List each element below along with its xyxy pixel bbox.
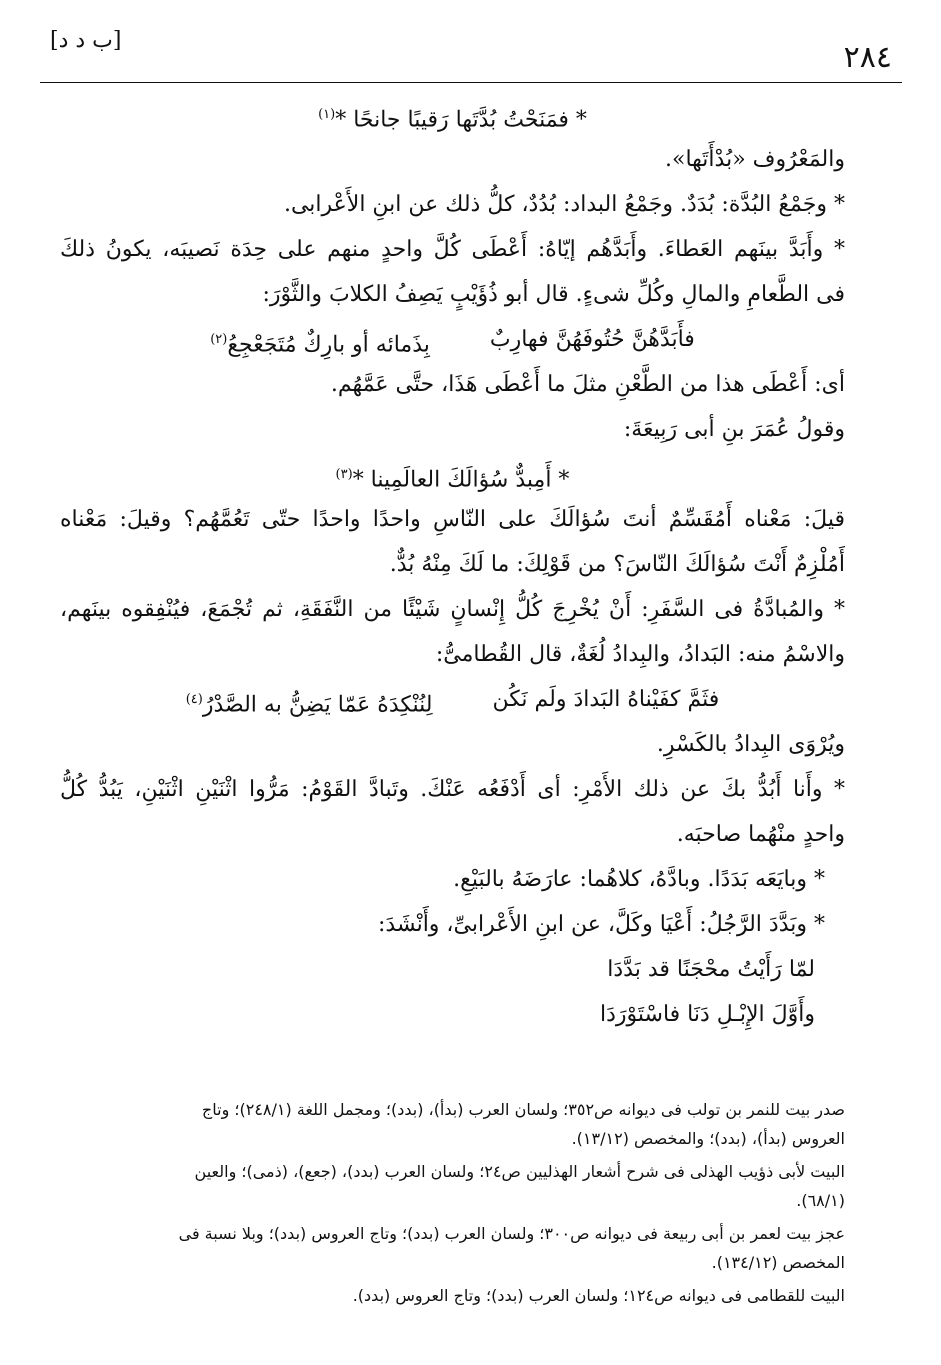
entry-body: [60, 92, 845, 1037]
footnotes: [60, 1095, 845, 1314]
text-line: * وأَنا أَبُدُّ بكَ عن ذلك الأَمْرِ: أى أَدْفَعُه عَنْكَ. وتَبادَّ القَوْمُ: مَرُّوا اثْنَيْنِ اثْنَيْنِ، يَبُدُّ كُلُّ: [60, 777, 845, 802]
verse-line: [60, 677, 845, 722]
verse-text: لِنُنْكِدَهُ عَمّا يَضِنُّ به الصَّدْرُ: [202, 692, 433, 718]
verse-hemistich: [60, 92, 845, 137]
text-line: وقولُ عُمَرَ بنِ أبى رَبِيعَةَ:: [623, 417, 845, 442]
header-rule: [40, 82, 902, 83]
text-line: والمَعْرُوف «بُدْأَتَها».: [665, 147, 845, 172]
footnote-line: صدر بيت للنمر بن تولب فى ديوانه ص٣٥٢؛ ولسان العرب (بدأ)، (بدد)؛ ومجمل اللغة (٢٤٨/١)؛ وتاج: [201, 1100, 845, 1119]
text-line: * وجَمْعُ البُدَّة: بُدَدٌ. وجَمْعُ البداد: بُدُدٌ، كلُّ ذلك عن ابنِ الأَعْرابى.: [283, 192, 845, 217]
text-line: واحدٍ منْهُما صاحبَه.: [676, 822, 845, 847]
text-line: فى الطَّعامِ والمالِ وكُلِّ شىءٍ. قال أبو ذُؤَيْبٍ يَصِفُ الكلابَ والثَّوْرَ:: [262, 282, 845, 307]
rajaz-line: وأَوَّلَ الإِبْـلِ دَنَا فاسْتَوْرَدَا: [599, 1002, 815, 1027]
footnote-line: العروس (بدأ)، (بدد)؛ والمخصص (١٣/١٢).: [571, 1129, 845, 1148]
footnote-ref: (٤): [185, 692, 203, 707]
footnote: [60, 1095, 845, 1153]
page-header: [40, 28, 900, 82]
root-heading: [ب د د]: [50, 28, 122, 53]
verse-text: * أَمِبدٌّ سُؤالَكَ العالَمِينا *: [352, 467, 570, 493]
footnote-ref: (٣): [335, 467, 353, 482]
footnote-line: البيت للقطامى فى ديوانه ص١٢٤؛ ولسان العرب (بدد)؛ وتاج العروس (بدد).: [352, 1286, 845, 1305]
text-line: والاسْمُ منه: البَدادُ، والبِدادُ لُغَةٌ، قال القُطامىُّ:: [435, 642, 845, 667]
verse-text: بِذَمائه أو بارِكٌ مُتَجَعْجِعُ: [227, 332, 430, 358]
verse-second-half: [186, 677, 433, 722]
rajaz-line: لمّا رَأَيْتُ محْجَنًا قد بَدَّدَا: [607, 957, 815, 982]
text-line: ويُرْوَى البِدادُ بالكَسْرِ.: [656, 732, 845, 757]
footnote: [60, 1219, 845, 1277]
text-line: * وبَدَّدَ الرَّجُلُ: أَعْيَا وكَلَّ، عن ابنِ الأَعْرابىِّ، وأَنْشَدَ:: [377, 912, 825, 937]
verse-hemistich: [60, 452, 845, 497]
footnote: [60, 1157, 845, 1215]
verse-line: [60, 317, 845, 362]
footnote-line: عجز بيت لعمر بن أبى ربيعة فى ديوانه ص٣٠٠؛ ولسان العرب (بدد)؛ وتاج العروس (بدد)؛ وبلا نسبة فى: [178, 1224, 845, 1243]
footnote-ref: (١): [318, 107, 336, 122]
text-line: قيلَ: مَعْناه أَمُقَسِّمٌ أنتَ سُؤالَكَ على النّاسِ واحدًا واحدًا حتّى تَعُمَّهُم؟ وقيلَ: مَعْناه: [60, 507, 845, 532]
verse-second-half: [210, 317, 430, 362]
text-line: أى: أَعْطَى هذا من الطَّعْنِ مثلَ ما أَعْطَى هَذَا، حتَّى عَمَّهُم.: [330, 372, 845, 397]
footnote-line: المخصص (١٣٤/١٢).: [711, 1253, 845, 1272]
footnote: [60, 1281, 845, 1310]
footnote-line: (٦٨/١).: [796, 1191, 845, 1210]
text-line: * وأَبَدَّ بينَهم العَطاءَ. وأَبَدَّهُم إيّاهُ: أَعْطَى كُلَّ واحدٍ منهم على حِدَة نَصيبَه، يكونُ ذلكَ: [60, 237, 845, 262]
page-number: ٢٨٤: [843, 40, 892, 75]
verse-text: * فمَنَحْتُ بُدَّتَها رَقيبًا جانحًا *: [335, 107, 587, 133]
footnote-ref: (٢): [210, 332, 228, 347]
verse-first-half: فأَبَدَّهُنَّ حُتُوفَهُنَّ فهارِبٌ: [489, 327, 695, 352]
text-line: * والمُبادَّةُ فى السَّفَرِ: أَنْ يُخْرِجَ كُلُّ إِنْسانٍ شَيْئًا من النَّفَقَةِ، ثم تُجْمَعَ، فيُنْفِقوه بينَهم،: [60, 597, 845, 622]
text-line: * وبايَعَه بَدَدًا. وبادَّهُ، كلاهُما: عارَضَهُ بالبَيْعِ.: [453, 867, 825, 892]
footnote-line: البيت لأبى ذؤيب الهذلى فى شرح أشعار الهذليين ص٢٤؛ ولسان العرب (بدد)، (جعع)، (ذمى)؛ والعين: [194, 1162, 845, 1181]
text-line: أَمُلْزِمٌ أَنْتَ سُؤالَكَ النّاسَ؟ من قَوْلِكَ: ما لَكَ مِنْهُ بُدٌّ.: [389, 552, 845, 577]
verse-first-half: فثَمَّ كفَيْناهُ البَدادَ ولَم نَكُن: [492, 687, 720, 712]
